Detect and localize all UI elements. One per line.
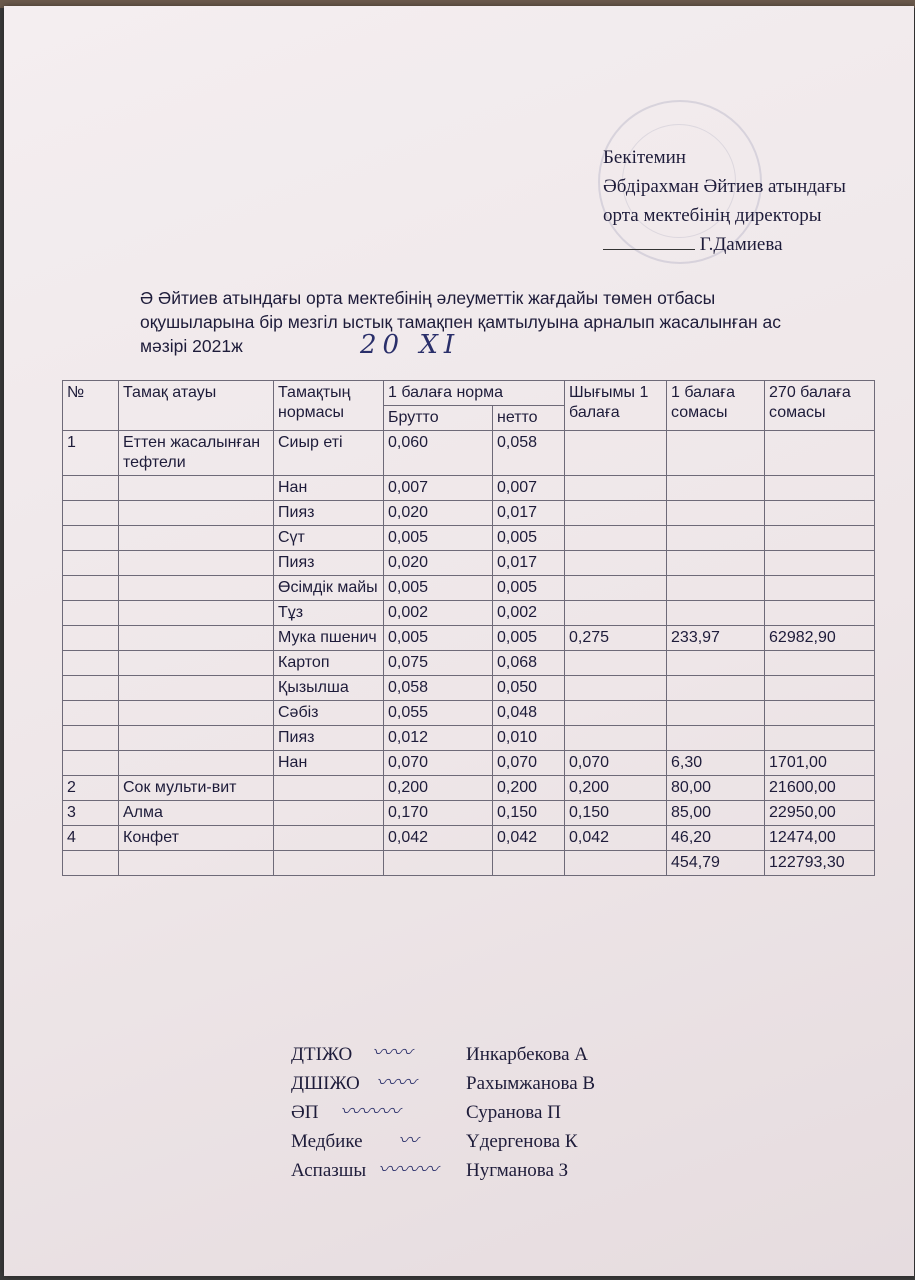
cell-sum1 (667, 701, 765, 726)
approval-signature-row (603, 230, 846, 259)
cell-num: 3 (63, 801, 119, 826)
cell-output: 0,150 (565, 801, 667, 826)
col-output-header: Шығымы 1 балаға (565, 381, 667, 431)
cell-brutto: 0,060 (384, 431, 493, 476)
cell-dish-name (119, 751, 274, 776)
cell-brutto: 0,075 (384, 651, 493, 676)
cell-sum270: 22950,00 (765, 801, 875, 826)
cell-netto: 0,005 (493, 526, 565, 551)
cell-sum270: 62982,90 (765, 626, 875, 651)
cell-output (565, 551, 667, 576)
cell-ingredient: Пияз (274, 551, 384, 576)
cell-num (63, 701, 119, 726)
cell-sum1 (667, 651, 765, 676)
cell-output (565, 651, 667, 676)
table-row (63, 826, 875, 851)
cell-dish-name (119, 501, 274, 526)
cell-brutto: 0,055 (384, 701, 493, 726)
cell-ingredient: Картоп (274, 651, 384, 676)
cell-sum270 (765, 701, 875, 726)
cell-netto: 0,150 (493, 801, 565, 826)
title-line-1: Ә Әйтиев атындағы орта мектебінің әлеуметтік жағдайы төмен отбасы (140, 288, 716, 308)
col-norm-header: Тамақтың нормасы (274, 381, 384, 431)
signer-row (291, 1098, 595, 1127)
table-row (63, 651, 875, 676)
menu-table (62, 380, 875, 876)
cell-sum270 (765, 601, 875, 626)
cell-brutto: 0,070 (384, 751, 493, 776)
cell-num (63, 526, 119, 551)
approval-line-1: Бекітемин (603, 147, 686, 168)
cell-brutto: 0,020 (384, 501, 493, 526)
table-row (63, 501, 875, 526)
cell-dish-name (119, 651, 274, 676)
cell-output: 0,042 (565, 826, 667, 851)
cell-netto: 0,058 (493, 431, 565, 476)
signer-role: ДШІЖО (291, 1073, 360, 1094)
cell-num (63, 751, 119, 776)
cell-sum1: 46,20 (667, 826, 765, 851)
cell-dish-name: Еттен жасалынған тефтели (119, 431, 274, 476)
cell-sum1 (667, 526, 765, 551)
cell-sum1: 6,30 (667, 751, 765, 776)
signer-row (291, 1127, 595, 1156)
cell-ingredient (274, 826, 384, 851)
cell-output: 0,275 (565, 626, 667, 651)
handwritten-signature: 〰〰〰 (340, 1099, 400, 1123)
col-per-child-header: 1 балаға норма (384, 381, 565, 406)
cell-brutto: 0,170 (384, 801, 493, 826)
signer-name: Инкарбекова А (466, 1044, 589, 1065)
cell-num (63, 676, 119, 701)
cell-num: 1 (63, 431, 119, 476)
handwritten-signature: 〰〰 (376, 1070, 416, 1094)
cell-brutto: 0,005 (384, 576, 493, 601)
cell-num: 4 (63, 826, 119, 851)
handwritten-signature: 〰〰〰 (378, 1157, 438, 1181)
signer-name: Суранова П (466, 1102, 561, 1123)
cell-netto: 0,050 (493, 676, 565, 701)
director-name: Г.Дамиева (699, 234, 783, 255)
handwritten-signature: 〰 (398, 1128, 418, 1152)
cell-ingredient: Пияз (274, 501, 384, 526)
table-row (63, 726, 875, 751)
cell-netto: 0,007 (493, 476, 565, 501)
cell-num (63, 576, 119, 601)
approval-line-2: Әбдірахман Әйтиев атындағы (603, 176, 846, 197)
cell-ingredient (274, 801, 384, 826)
table-row (63, 851, 875, 876)
cell-dish-name (119, 701, 274, 726)
cell-sum270 (765, 526, 875, 551)
cell-dish-name: Алма (119, 801, 274, 826)
cell-num (63, 626, 119, 651)
cell-num (63, 476, 119, 501)
col-sum270-header: 270 балаға сомасы (765, 381, 875, 431)
title-line-2: оқушыларына бір мезгіл ыстық тамақпен қамтылуына арналып жасалынған ас (140, 312, 781, 332)
handwritten-date: 20 XI (360, 330, 461, 360)
cell-netto: 0,005 (493, 576, 565, 601)
signer-role: Аспазшы (291, 1160, 367, 1181)
cell-num (63, 501, 119, 526)
cell-brutto: 0,042 (384, 826, 493, 851)
cell-dish-name (119, 676, 274, 701)
cell-sum270 (765, 651, 875, 676)
table-row (63, 676, 875, 701)
signer-role: Медбике (291, 1131, 363, 1152)
cell-num (63, 651, 119, 676)
cell-output (565, 676, 667, 701)
cell-sum270: 12474,00 (765, 826, 875, 851)
cell-netto: 0,017 (493, 501, 565, 526)
table-row (63, 601, 875, 626)
cell-dish-name (119, 526, 274, 551)
cell-netto: 0,070 (493, 751, 565, 776)
cell-brutto: 0,200 (384, 776, 493, 801)
cell-sum270 (765, 551, 875, 576)
cell-output (565, 501, 667, 526)
header-row (63, 381, 875, 406)
title-line-3: мәзірі 2021ж (140, 336, 243, 356)
cell-sum270 (765, 726, 875, 751)
cell-sum270 (765, 431, 875, 476)
table-row (63, 526, 875, 551)
table-row (63, 751, 875, 776)
col-name-header: Тамақ атауы (119, 381, 274, 431)
table-row (63, 551, 875, 576)
cell-dish-name (119, 576, 274, 601)
signer-role: ӘП (291, 1102, 319, 1123)
cell-dish-name: Конфет (119, 826, 274, 851)
cell-brutto: 0,005 (384, 626, 493, 651)
cell-brutto: 0,007 (384, 476, 493, 501)
menu-table-body (63, 431, 875, 876)
col-netto-header: нетто (493, 406, 565, 431)
cell-ingredient: Өсімдік майы (274, 576, 384, 601)
cell-sum270 (765, 501, 875, 526)
signer-role: ДТІЖО (291, 1044, 353, 1065)
table-row (63, 701, 875, 726)
cell-sum1 (667, 726, 765, 751)
table-row (63, 776, 875, 801)
table-row (63, 431, 875, 476)
approval-block (603, 143, 846, 259)
cell-ingredient: Нан (274, 751, 384, 776)
cell-num (63, 601, 119, 626)
cell-output (565, 526, 667, 551)
cell-brutto: 0,058 (384, 676, 493, 701)
cell-output (565, 701, 667, 726)
cell-output: 0,200 (565, 776, 667, 801)
cell-netto: 0,048 (493, 701, 565, 726)
cell-ingredient: Нан (274, 476, 384, 501)
cell-sum1: 85,00 (667, 801, 765, 826)
cell-ingredient: Қызылша (274, 676, 384, 701)
cell-netto: 0,002 (493, 601, 565, 626)
cell-output (565, 431, 667, 476)
cell-sum270 (765, 576, 875, 601)
cell-sum1 (667, 551, 765, 576)
cell-dish-name (119, 851, 274, 876)
cell-output (565, 476, 667, 501)
cell-netto: 0,068 (493, 651, 565, 676)
approval-line-3: орта мектебінің директоры (603, 205, 822, 226)
cell-brutto: 0,012 (384, 726, 493, 751)
col-sum1-header: 1 балаға сомасы (667, 381, 765, 431)
cell-output (565, 726, 667, 751)
director-signature (603, 249, 695, 250)
table-row (63, 801, 875, 826)
cell-num (63, 551, 119, 576)
signer-name: Нугманова З (466, 1160, 569, 1181)
signer-name: Үдергенова К (466, 1131, 578, 1152)
cell-sum1: 80,00 (667, 776, 765, 801)
cell-dish-name (119, 551, 274, 576)
cell-netto (493, 851, 565, 876)
cell-brutto (384, 851, 493, 876)
cell-output: 0,070 (565, 751, 667, 776)
cell-dish-name (119, 601, 274, 626)
cell-sum1 (667, 601, 765, 626)
cell-sum270: 122793,30 (765, 851, 875, 876)
cell-dish-name (119, 476, 274, 501)
cell-ingredient: Тұз (274, 601, 384, 626)
cell-output (565, 601, 667, 626)
cell-ingredient: Сиыр еті (274, 431, 384, 476)
signers-block (291, 1040, 595, 1185)
cell-sum1 (667, 576, 765, 601)
cell-sum270 (765, 676, 875, 701)
cell-sum1 (667, 431, 765, 476)
cell-brutto: 0,002 (384, 601, 493, 626)
cell-sum1 (667, 501, 765, 526)
cell-netto: 0,005 (493, 626, 565, 651)
table-row (63, 476, 875, 501)
cell-sum270 (765, 476, 875, 501)
col-num-header: № (63, 381, 119, 431)
signer-name: Рахымжанова В (466, 1073, 596, 1094)
cell-sum1: 233,97 (667, 626, 765, 651)
cell-brutto: 0,020 (384, 551, 493, 576)
cell-sum270: 1701,00 (765, 751, 875, 776)
table-row (63, 576, 875, 601)
cell-sum1: 454,79 (667, 851, 765, 876)
cell-ingredient: Мука пшенич (274, 626, 384, 651)
table-row (63, 626, 875, 651)
cell-netto: 0,017 (493, 551, 565, 576)
cell-dish-name (119, 626, 274, 651)
document-title (140, 286, 860, 358)
col-brutto-header: Брутто (384, 406, 493, 431)
cell-dish-name (119, 726, 274, 751)
cell-netto: 0,010 (493, 726, 565, 751)
cell-ingredient: Пияз (274, 726, 384, 751)
signer-row (291, 1156, 595, 1185)
cell-output (565, 576, 667, 601)
cell-dish-name: Сок мульти-вит (119, 776, 274, 801)
cell-sum270: 21600,00 (765, 776, 875, 801)
cell-output (565, 851, 667, 876)
cell-num (63, 726, 119, 751)
signer-row (291, 1069, 595, 1098)
cell-ingredient (274, 851, 384, 876)
cell-ingredient: Сәбіз (274, 701, 384, 726)
signer-row (291, 1040, 595, 1069)
cell-num (63, 851, 119, 876)
cell-ingredient (274, 776, 384, 801)
cell-netto: 0,042 (493, 826, 565, 851)
cell-netto: 0,200 (493, 776, 565, 801)
cell-sum1 (667, 476, 765, 501)
cell-sum1 (667, 676, 765, 701)
cell-brutto: 0,005 (384, 526, 493, 551)
cell-num: 2 (63, 776, 119, 801)
handwritten-signature: 〰〰 (372, 1040, 412, 1064)
cell-ingredient: Сүт (274, 526, 384, 551)
